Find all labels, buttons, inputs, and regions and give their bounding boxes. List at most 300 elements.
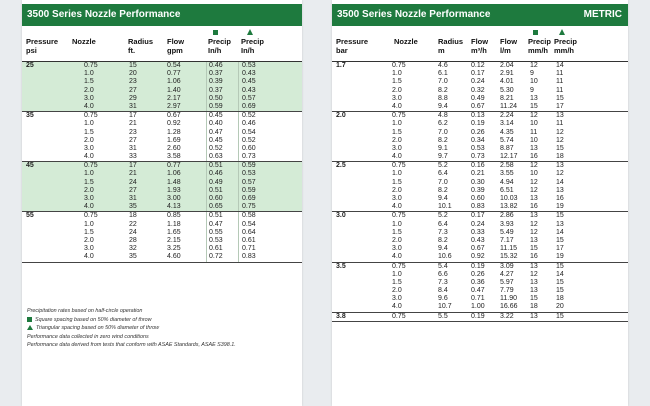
table-cell: 0.75: [392, 262, 406, 270]
table-cell: 7.0: [438, 128, 448, 136]
table-cell: 3.93: [500, 220, 514, 228]
table-cell: 4.0: [392, 303, 402, 311]
table-cell: 0.75: [84, 162, 98, 170]
table-cell: 19: [556, 203, 564, 211]
table-cell: 15: [530, 295, 538, 303]
table-cell: 1.93: [167, 186, 181, 194]
table-cell: 3.0: [84, 144, 94, 152]
table-cell: 16.66: [500, 303, 518, 311]
pressure-group: [332, 212, 628, 262]
table-cell: 31: [129, 144, 137, 152]
table-row: [332, 95, 628, 103]
table-cell: 5.30: [500, 86, 514, 94]
table-cell: 0.24: [471, 220, 485, 228]
table-cell: 6.2: [438, 120, 448, 128]
table-cell: 3.0: [84, 94, 94, 102]
table-row: [332, 271, 628, 279]
table-row: [332, 212, 628, 220]
table-cell: 5.5: [438, 312, 448, 320]
table-cell: 10.1: [438, 203, 452, 211]
table-cell: 12: [530, 162, 538, 170]
table-cell: 23: [129, 128, 137, 136]
table-cell: 5.74: [500, 136, 514, 144]
table-cell: 5.2: [438, 162, 448, 170]
table-cell: 0.26: [471, 270, 485, 278]
table-row: [332, 195, 628, 203]
col-precip-square: Precip mm/h: [528, 37, 551, 55]
table-cell: 1.40: [167, 86, 181, 94]
table-cell: 33: [129, 153, 137, 161]
table-cell: 1.0: [84, 120, 94, 128]
table-cell: 10: [530, 136, 538, 144]
table-cell: 0.39: [471, 186, 485, 194]
table-cell: 3.55: [500, 170, 514, 178]
table-cell: 0.43: [242, 86, 256, 94]
table-cell: 0.46: [242, 120, 256, 128]
table-cell: 13: [530, 262, 538, 270]
table-row: [22, 153, 302, 161]
table-row: [332, 245, 628, 253]
table-cell: 13: [556, 220, 564, 228]
pressure-cell: 55: [26, 212, 34, 220]
metric-table-body: [332, 62, 628, 322]
col-radius: Radius ft.: [128, 37, 154, 55]
pressure-cell: 2.0: [336, 112, 346, 120]
table-row: [332, 279, 628, 287]
table-cell: 0.13: [471, 112, 485, 120]
table-cell: 15: [556, 236, 564, 244]
table-cell: 14: [556, 270, 564, 278]
table-cell: 13: [530, 312, 538, 320]
table-cell: 11: [556, 120, 564, 128]
table-cell: 0.65: [209, 203, 223, 211]
table-cell: 0.58: [242, 212, 256, 220]
table-cell: 15: [129, 62, 137, 69]
table-cell: 0.54: [242, 220, 256, 228]
table-cell: 18: [530, 303, 538, 311]
table-cell: 2.0: [392, 136, 402, 144]
table-cell: 9: [530, 86, 534, 94]
table-cell: 0.52: [242, 136, 256, 144]
table-cell: 11.15: [500, 245, 517, 253]
table-cell: 4.35: [500, 128, 514, 136]
table-cell: 2.04: [500, 62, 514, 69]
table-footnotes: [27, 307, 302, 350]
table-cell: 1.5: [392, 178, 402, 186]
table-cell: 8.2: [438, 186, 448, 194]
table-cell: 2.0: [392, 186, 402, 194]
table-cell: 2.60: [167, 144, 181, 152]
table-cell: 10.03: [500, 195, 518, 202]
table-cell: 4.0: [84, 203, 94, 211]
table-cell: 0.75: [84, 112, 98, 120]
table-row: [22, 103, 302, 111]
footnote: Performance data collected in zero wind conditions: [27, 333, 149, 340]
table-cell: 0.75: [84, 62, 98, 69]
table-cell: 6.6: [438, 270, 448, 278]
table-row: [22, 129, 302, 137]
table-cell: 2.97: [167, 102, 181, 110]
table-cell: 15.32: [500, 253, 518, 261]
table-cell: 14: [556, 178, 564, 186]
table-row: [332, 313, 628, 321]
table-cell: 10: [530, 120, 538, 128]
table-cell: 21: [129, 120, 137, 128]
table-row: [22, 120, 302, 128]
table-cell: 0.32: [471, 86, 485, 94]
table-cell: 0.30: [471, 178, 485, 186]
table-cell: 2.86: [500, 212, 514, 220]
table-cell: 0.67: [471, 102, 485, 110]
table-cell: 12: [530, 112, 538, 120]
table-cell: 18: [556, 295, 564, 303]
table-cell: 1.5: [392, 278, 402, 286]
table-cell: 32: [129, 245, 137, 253]
table-cell: 1.0: [84, 70, 94, 78]
table-cell: 9.1: [438, 144, 448, 152]
table-cell: 0.53: [242, 62, 256, 69]
pressure-group: [22, 212, 302, 262]
table-cell: 35: [129, 203, 137, 211]
imperial-table-panel: [22, 0, 302, 406]
table-row: [22, 95, 302, 103]
table-cell: 11: [530, 128, 538, 136]
table-cell: 15: [556, 278, 564, 286]
table-cell: 0.83: [242, 253, 256, 261]
table-cell: 19: [556, 253, 564, 261]
table-row: [332, 87, 628, 95]
table-row: [332, 120, 628, 128]
table-row: [22, 70, 302, 78]
table-cell: 0.67: [167, 112, 181, 120]
table-cell: 1.5: [84, 228, 94, 236]
table-cell: 31: [129, 195, 137, 202]
table-cell: 6.1: [438, 70, 448, 78]
table-row: [22, 203, 302, 211]
table-cell: 12: [556, 136, 564, 144]
table-cell: 0.75: [392, 162, 406, 170]
table-cell: 7.0: [438, 78, 448, 86]
table-cell: 0.12: [471, 62, 485, 69]
table-cell: 9.4: [438, 102, 448, 110]
col-radius: Radius m: [438, 37, 464, 55]
table-cell: 15: [556, 94, 564, 102]
table-row: [22, 187, 302, 195]
table-row: [22, 221, 302, 229]
metric-badge: METRIC: [583, 9, 622, 20]
table-cell: 9.4: [438, 195, 448, 202]
table-cell: 0.59: [242, 162, 256, 170]
table-cell: 4.0: [392, 253, 402, 261]
table-cell: 4.0: [392, 153, 402, 161]
table-cell: 15: [556, 262, 564, 270]
table-cell: 6.4: [438, 170, 448, 178]
table-cell: 13: [530, 94, 538, 102]
table-cell: 0.71: [471, 295, 485, 303]
table-row: [332, 303, 628, 311]
table-cell: 20: [129, 70, 137, 78]
table-row: [332, 112, 628, 120]
table-cell: 1.00: [471, 303, 485, 311]
table-cell: 8.2: [438, 136, 448, 144]
pressure-group: [22, 62, 302, 112]
pressure-cell: 3.5: [336, 262, 346, 270]
pressure-group: [22, 112, 302, 162]
table-cell: 12: [530, 228, 538, 236]
table-cell: 0.21: [471, 170, 485, 178]
table-cell: 12: [530, 270, 538, 278]
table-cell: 0.52: [209, 144, 223, 152]
table-cell: 7.79: [500, 287, 514, 295]
pressure-group: [332, 162, 628, 212]
table-row: [22, 179, 302, 187]
table-row: [332, 229, 628, 237]
col-nozzle: Nozzle: [394, 37, 418, 46]
table-cell: 2.0: [84, 236, 94, 244]
table-cell: 17: [556, 245, 564, 253]
table-cell: 5.49: [500, 228, 514, 236]
table-row: [332, 78, 628, 86]
table-cell: 0.75: [392, 212, 406, 220]
table-cell: 0.69: [242, 195, 256, 202]
table-cell: 4.0: [84, 102, 94, 110]
pressure-group: [22, 162, 302, 212]
table-cell: 27: [129, 136, 137, 144]
table-cell: 8.2: [438, 236, 448, 244]
table-cell: 0.63: [209, 153, 223, 161]
table-cell: 5.4: [438, 262, 448, 270]
table-cell: 0.40: [209, 120, 223, 128]
table-cell: 0.54: [167, 62, 181, 69]
table-row: [22, 87, 302, 95]
table-row: [332, 137, 628, 145]
table-cell: 0.51: [209, 162, 223, 170]
triangle-spacing-icon: [27, 325, 33, 330]
table-cell: 0.45: [209, 136, 223, 144]
col-flow-lm: Flow l/m: [500, 37, 518, 55]
table-cell: 29: [129, 94, 137, 102]
table-row: [332, 153, 628, 161]
footnote: Precipitation rates based on half-circle operation: [27, 308, 143, 314]
table-cell: 16: [530, 153, 538, 161]
table-cell: 4.0: [84, 153, 94, 161]
table-cell: 1.5: [392, 128, 402, 136]
table-cell: 6.4: [438, 220, 448, 228]
table-cell: 2.24: [500, 112, 514, 120]
table-cell: 24: [129, 228, 137, 236]
table-cell: 15: [556, 287, 564, 295]
table-cell: 11: [556, 86, 564, 94]
table-cell: 0.51: [209, 186, 223, 194]
table-cell: 0.59: [242, 186, 256, 194]
col-flow: Flow gpm: [167, 37, 185, 55]
table-cell: 0.26: [471, 128, 485, 136]
table-row: [332, 287, 628, 295]
table-cell: 4.0: [392, 102, 402, 110]
table-row: [332, 203, 628, 211]
table-cell: 0.57: [242, 94, 256, 102]
table-cell: 3.25: [167, 245, 181, 253]
table-cell: 3.0: [392, 94, 402, 102]
table-cell: 22: [129, 220, 137, 228]
table-cell: 4.27: [500, 270, 514, 278]
table-row: [22, 245, 302, 253]
table-cell: 7.0: [438, 178, 448, 186]
table-row: [332, 295, 628, 303]
table-cell: 35: [129, 253, 137, 261]
square-spacing-icon: [533, 30, 538, 35]
table-cell: 4.94: [500, 178, 514, 186]
table-cell: 13: [530, 195, 538, 202]
imperial-column-headers: [22, 26, 302, 62]
table-cell: 3.0: [84, 195, 94, 202]
table-cell: 0.53: [471, 144, 485, 152]
table-cell: 0.47: [471, 287, 485, 295]
table-cell: 12: [556, 128, 564, 136]
table-cell: 7.17: [500, 236, 514, 244]
table-cell: 3.58: [167, 153, 181, 161]
table-cell: 4.0: [392, 203, 402, 211]
table-cell: 0.57: [242, 178, 256, 186]
table-cell: 7.3: [438, 228, 448, 236]
table-cell: 17: [129, 162, 137, 170]
table-cell: 16: [556, 195, 564, 202]
table-cell: 0.43: [471, 236, 485, 244]
table-cell: 1.5: [84, 128, 94, 136]
triangle-spacing-icon: [559, 29, 565, 35]
table-cell: 0.43: [242, 70, 256, 78]
table-cell: 0.59: [209, 102, 223, 110]
table-cell: 8.8: [438, 94, 448, 102]
table-cell: 3.09: [500, 262, 514, 270]
table-cell: 4.01: [500, 78, 514, 86]
table-row: [332, 187, 628, 195]
col-pressure: Pressure psi: [26, 37, 59, 55]
table-cell: 3.0: [84, 245, 94, 253]
table-cell: 12.17: [500, 153, 518, 161]
table-cell: 0.75: [242, 203, 256, 211]
metric-table-panel: [332, 0, 628, 406]
table-row: [22, 145, 302, 153]
table-cell: 24: [129, 178, 137, 186]
table-cell: 10.6: [438, 253, 452, 261]
table-cell: 0.75: [392, 312, 406, 320]
table-cell: 0.53: [242, 170, 256, 178]
table-cell: 1.0: [84, 220, 94, 228]
table-cell: 12: [530, 220, 538, 228]
table-cell: 0.71: [242, 245, 256, 253]
table-row: [22, 237, 302, 245]
table-row: [22, 253, 302, 261]
table-cell: 1.5: [84, 78, 94, 86]
pressure-cell: 25: [26, 62, 34, 69]
table-cell: 0.73: [471, 153, 485, 161]
table-cell: 18: [556, 153, 564, 161]
table-cell: 0.19: [471, 312, 485, 320]
table-cell: 10.7: [438, 303, 452, 311]
table-row: [332, 129, 628, 137]
table-cell: 0.49: [209, 178, 223, 186]
table-cell: 1.0: [84, 170, 94, 178]
table-row: [332, 221, 628, 229]
table-cell: 12: [530, 186, 538, 194]
table-cell: 27: [129, 86, 137, 94]
metric-table-title: 3500 Series Nozzle Performance METRIC: [332, 4, 628, 26]
table-cell: 0.75: [392, 112, 406, 120]
table-cell: 0.24: [471, 78, 485, 86]
table-cell: 8.4: [438, 287, 448, 295]
table-cell: 15: [530, 245, 538, 253]
table-cell: 23: [129, 78, 137, 86]
table-row: [332, 145, 628, 153]
table-cell: 2.0: [84, 136, 94, 144]
table-cell: 0.33: [471, 228, 485, 236]
table-cell: 0.60: [471, 195, 485, 202]
table-cell: 8.87: [500, 144, 514, 152]
table-cell: 0.47: [209, 128, 223, 136]
table-cell: 1.69: [167, 136, 181, 144]
table-cell: 1.48: [167, 178, 181, 186]
table-row: [332, 62, 628, 70]
table-cell: 0.16: [471, 162, 485, 170]
pressure-cell: 45: [26, 162, 34, 170]
col-precip-triangle: Precip mm/h: [554, 37, 577, 55]
table-cell: 11: [556, 78, 564, 86]
table-cell: 11.24: [500, 102, 517, 110]
table-cell: 0.61: [209, 245, 223, 253]
table-cell: 0.55: [209, 228, 223, 236]
table-cell: 1.65: [167, 228, 181, 236]
table-cell: 9.7: [438, 153, 448, 161]
table-cell: 6.51: [500, 186, 514, 194]
table-cell: 28: [129, 236, 137, 244]
table-cell: 0.51: [209, 212, 223, 220]
table-cell: 9.6: [438, 295, 448, 303]
table-cell: 15: [556, 312, 564, 320]
table-row: [332, 70, 628, 78]
table-cell: 0.19: [471, 120, 485, 128]
table-cell: 15: [556, 144, 564, 152]
table-row: [332, 170, 628, 178]
table-cell: 20: [556, 303, 564, 311]
table-cell: 2.0: [84, 86, 94, 94]
table-row: [22, 137, 302, 145]
table-cell: 18: [129, 212, 137, 220]
table-row: [332, 237, 628, 245]
table-cell: 0.83: [471, 203, 485, 211]
table-cell: 1.5: [392, 228, 402, 236]
table-cell: 0.72: [209, 253, 223, 261]
table-cell: 9: [530, 70, 534, 78]
table-cell: 13: [556, 112, 564, 120]
table-cell: 1.06: [167, 78, 181, 86]
table-cell: 3.22: [500, 312, 514, 320]
table-cell: 8.2: [438, 86, 448, 94]
col-pressure: Pressure bar: [336, 37, 369, 55]
table-cell: 0.37: [209, 70, 223, 78]
table-cell: 2.0: [392, 236, 402, 244]
table-cell: 4.6: [438, 62, 448, 69]
footnote: Performance data derived from tests that conform with ASAE Standards, ASAE S398.1.: [27, 342, 236, 349]
table-cell: 1.28: [167, 128, 181, 136]
table-cell: 3.0: [392, 245, 402, 253]
table-row: [22, 78, 302, 86]
pressure-cell: 1.7: [336, 62, 346, 69]
table-cell: 3.0: [392, 295, 402, 303]
table-cell: 0.17: [471, 70, 485, 78]
imperial-table-title: 3500 Series Nozzle Performance: [22, 4, 302, 26]
table-row: [22, 170, 302, 178]
